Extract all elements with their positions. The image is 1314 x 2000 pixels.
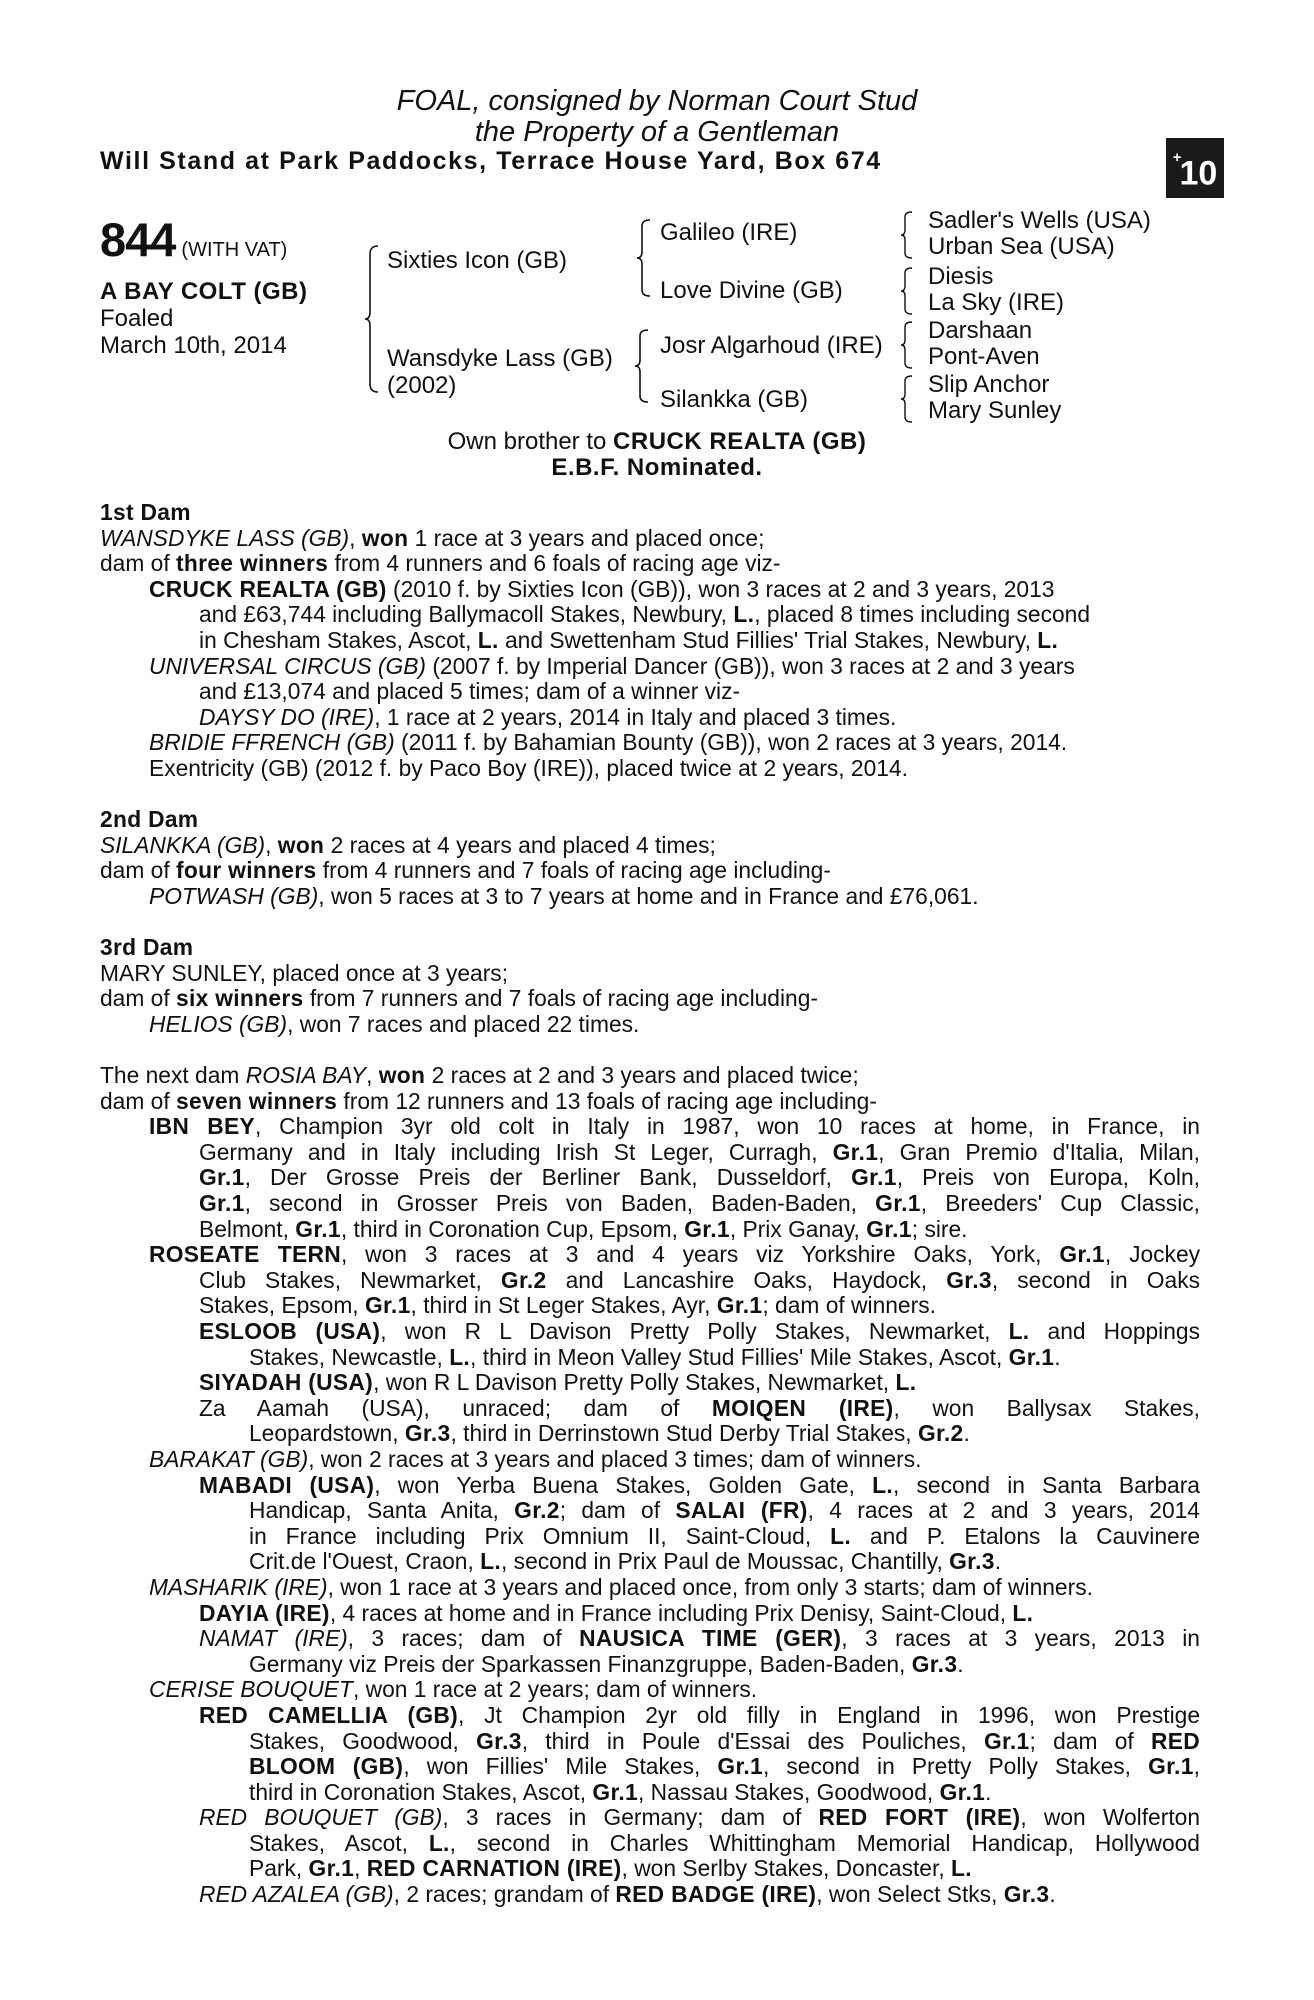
text-line: Park, Gr.1, RED CARNATION (IRE), won Serlby Stakes, Doncaster, L.: [249, 1855, 972, 1882]
pedigree-brace-main: [364, 244, 384, 394]
text-line: The next dam ROSIA BAY, won 2 races at 2 and 3 years and placed twice;: [100, 1062, 859, 1089]
consignor-line: FOAL, consigned by Norman Court Stud: [396, 85, 918, 117]
text-line: POTWASH (GB), won 5 races at 3 to 7 years at home and in France and £76,061.: [149, 882, 979, 909]
pedigree-g3-5: Darshaan: [928, 317, 1033, 344]
text-line: RED BOUQUET (GB), 3 races in Germany; dam of RED FORT (IRE), won Wolferton: [199, 1804, 1201, 1831]
pedigree-g3-7: Slip Anchor: [928, 371, 1050, 398]
pedigree-g3-2: Urban Sea (USA): [928, 233, 1115, 260]
text-line: UNIVERSAL CIRCUS (GB) (2007 f. by Imperial Dancer (GB)), won 3 races at 2 and 3 years: [149, 652, 1075, 679]
family-details: [100, 500, 1200, 1908]
sale-badge: [1166, 138, 1224, 198]
text-line: Gr.1, second in Grosser Preis von Baden, Baden-Baden, Gr.1, Breeders' Cup Classic,: [199, 1190, 1201, 1217]
pedigree-dam-year: (2002): [387, 372, 457, 399]
text-line: third in Coronation Stakes, Ascot, Gr.1, Nassau Stakes, Goodwood, Gr.1.: [249, 1778, 992, 1805]
lot-number-block: [100, 212, 287, 267]
text-line: BARAKAT (GB), won 2 races at 3 years and placed 3 times; dam of winners.: [149, 1445, 922, 1472]
text-line: dam of four winners from 4 runners and 7 foals of racing age including-: [100, 857, 831, 884]
text-line: Stakes, Ascot, L., second in Charles Whittingham Memorial Handicap, Hollywood: [249, 1829, 1200, 1856]
text-line: Crit.de l'Ouest, Craon, L., second in Prix Paul de Moussac, Chantilly, Gr.3.: [249, 1548, 1002, 1575]
text-line: Club Stakes, Newmarket, Gr.2 and Lancashire Oaks, Haydock, Gr.3, second in Oaks: [199, 1266, 1200, 1293]
text-line: in Chesham Stakes, Ascot, L. and Swettenham Stud Fillies' Trial Stakes, Newbury, L.: [199, 626, 1059, 653]
badge-number: 10: [1179, 154, 1218, 193]
pedigree-sire-sire: Galileo (IRE): [660, 219, 798, 246]
pedigree-g3-1: Sadler's Wells (USA): [928, 207, 1151, 234]
brother-name: CRUCK REALTA (GB): [613, 428, 867, 455]
horse-name: A BAY COLT (GB): [100, 278, 308, 305]
stand-location: Will Stand at Park Paddocks, Terrace House Yard, Box 674: [100, 147, 882, 175]
text-line: SIYADAH (USA), won R L Davison Pretty Polly Stakes, Newmarket, L.: [199, 1369, 917, 1396]
text-line: and £63,744 including Ballymacoll Stakes, Newbury, L., placed 8 times including second: [199, 601, 1091, 628]
text-line: RED AZALEA (GB), 2 races; grandam of RED BADGE (IRE), won Select Stks, Gr.3.: [199, 1881, 1056, 1908]
text-line: MASHARIK (IRE), won 1 race at 3 years and placed once, from only 3 starts; dam of winners.: [149, 1573, 1093, 1600]
text-line: Stakes, Newcastle, L., third in Meon Valley Stud Fillies' Mile Stakes, Ascot, Gr.1.: [249, 1343, 1061, 1370]
ebf-note: [0, 454, 1314, 482]
pedigree-g3-3: Diesis: [928, 263, 994, 290]
text-line: dam of six winners from 7 runners and 7 foals of racing age including-: [100, 985, 819, 1012]
text-line: CRUCK REALTA (GB) (2010 f. by Sixties Icon (GB)), won 3 races at 2 and 3 years, 2013: [149, 575, 1055, 602]
text-line: Germany viz Preis der Sparkassen Finanzgruppe, Baden-Baden, Gr.3.: [249, 1650, 964, 1677]
badge-plus: +: [1172, 149, 1182, 166]
lot-number: 844: [100, 213, 176, 266]
text-line: Handicap, Santa Anita, Gr.2; dam of SALAI (FR), 4 races at 2 and 3 years, 2014: [249, 1497, 1200, 1524]
pedigree-g3-8: Mary Sunley: [928, 397, 1062, 424]
text-line: ESLOOB (USA), won R L Davison Pretty Polly Stakes, Newmarket, L. and Hoppings: [199, 1318, 1200, 1344]
brother-prefix: Own brother to: [447, 428, 614, 455]
text-line: SILANKKA (GB), won 2 races at 4 years and placed 4 times;: [100, 831, 716, 858]
property-line: the Property of a Gentleman: [474, 116, 840, 148]
pedigree-brace-g2: [900, 266, 916, 316]
pedigree-brace-g1: [900, 210, 916, 260]
text-line: DAYIA (IRE), 4 races at home and in France including Prix Denisy, Saint-Cloud, L.: [199, 1599, 1034, 1626]
third-dam-heading: 3rd Dam: [100, 934, 194, 961]
pedigree-dam-dam: Silankka (GB): [660, 386, 809, 413]
text-line: in France including Prix Omnium II, Saint-Cloud, L. and P. Etalons la Cauvinere: [249, 1522, 1200, 1549]
first-dam-heading: 1st Dam: [100, 499, 191, 525]
text-line: RED CAMELLIA (GB), Jt Champion 2yr old filly in England in 1996, won Prestige: [199, 1701, 1200, 1728]
brother-note: [0, 428, 1314, 456]
pedigree-g3-6: Pont-Aven: [928, 343, 1040, 370]
pedigree-sire: Sixties Icon (GB): [387, 247, 568, 274]
text-line: Stakes, Goodwood, Gr.3, third in Poule d'Essai des Pouliches, Gr.1; dam of RED: [249, 1727, 1201, 1754]
text-line: Za Aamah (USA), unraced; dam of MOIQEN (IRE), won Ballysax Stakes,: [199, 1394, 1201, 1421]
text-line: ROSEATE TERN, won 3 races at 3 and 4 years viz Yorkshire Oaks, York, Gr.1, Jockey: [149, 1241, 1201, 1268]
foaled-date: March 10th, 2014: [100, 332, 287, 359]
pedigree-brace-sire: [636, 218, 656, 298]
text-line: MABADI (USA), won Yerba Buena Stakes, Golden Gate, L., second in Santa Barbara: [199, 1471, 1200, 1498]
text-line: dam of seven winners from 12 runners and 13 foals of racing age including-: [100, 1087, 877, 1114]
pedigree-sire-dam: Love Divine (GB): [660, 277, 843, 304]
pedigree-dam: Wansdyke Lass (GB): [387, 345, 613, 372]
text-line: BLOOM (GB), won Fillies' Mile Stakes, Gr.1, second in Pretty Polly Stakes, Gr.1,: [249, 1753, 1201, 1780]
pedigree-brace-g3: [900, 320, 916, 370]
text-line: and £13,074 and placed 5 times; dam of a winner viz-: [199, 678, 741, 705]
lot-vat: (WITH VAT): [181, 239, 288, 261]
ebf-text: E.B.F. Nominated.: [551, 454, 763, 481]
foaled-label: Foaled: [100, 305, 174, 332]
second-dam-heading: 2nd Dam: [100, 806, 199, 833]
text-line: CERISE BOUQUET, won 1 race at 2 years; dam of winners.: [149, 1676, 758, 1703]
pedigree-dam-sire: Josr Algarhoud (IRE): [660, 332, 883, 359]
pedigree-brace-g4: [900, 374, 916, 424]
text-line: Gr.1, Der Grosse Preis der Berliner Bank, Dusseldorf, Gr.1, Preis von Europa, Koln,: [199, 1164, 1201, 1191]
text-line: MARY SUNLEY, placed once at 3 years;: [100, 959, 509, 986]
text-line: NAMAT (IRE), 3 races; dam of NAUSICA TIME (GER), 3 races at 3 years, 2013 in: [199, 1625, 1200, 1652]
text-line: DAYSY DO (IRE), 1 race at 2 years, 2014 in Italy and placed 3 times.: [199, 703, 897, 730]
text-line: Exentricity (GB) (2012 f. by Paco Boy (IRE)), placed twice at 2 years, 2014.: [149, 754, 908, 781]
text-line: Leopardstown, Gr.3, third in Derrinstown Stud Derby Trial Stakes, Gr.2.: [249, 1420, 970, 1447]
text-line: Germany and in Italy including Irish St Leger, Curragh, Gr.1, Gran Premio d'Italia, Milan,: [199, 1138, 1200, 1165]
text-line: dam of three winners from 4 runners and 6 foals of racing age viz-: [100, 550, 781, 577]
text-line: Belmont, Gr.1, third in Coronation Cup, Epsom, Gr.1, Prix Ganay, Gr.1; sire.: [199, 1215, 968, 1242]
text-line: HELIOS (GB), won 7 races and placed 22 times.: [149, 1010, 640, 1037]
pedigree-g3-4: La Sky (IRE): [928, 289, 1065, 316]
text-line: BRIDIE FFRENCH (GB) (2011 f. by Bahamian Bounty (GB)), won 2 races at 3 years, 2014.: [149, 729, 1068, 756]
text-line: IBN BEY, Champion 3yr old colt in Italy in 1987, won 10 races at home, in France, in: [149, 1113, 1200, 1140]
text-line: Stakes, Epsom, Gr.1, third in St Leger Stakes, Ayr, Gr.1; dam of winners.: [199, 1292, 936, 1319]
pedigree-brace-dam: [634, 328, 654, 404]
text-line: WANSDYKE LASS (GB), won 1 race at 3 years and placed once;: [100, 524, 765, 551]
